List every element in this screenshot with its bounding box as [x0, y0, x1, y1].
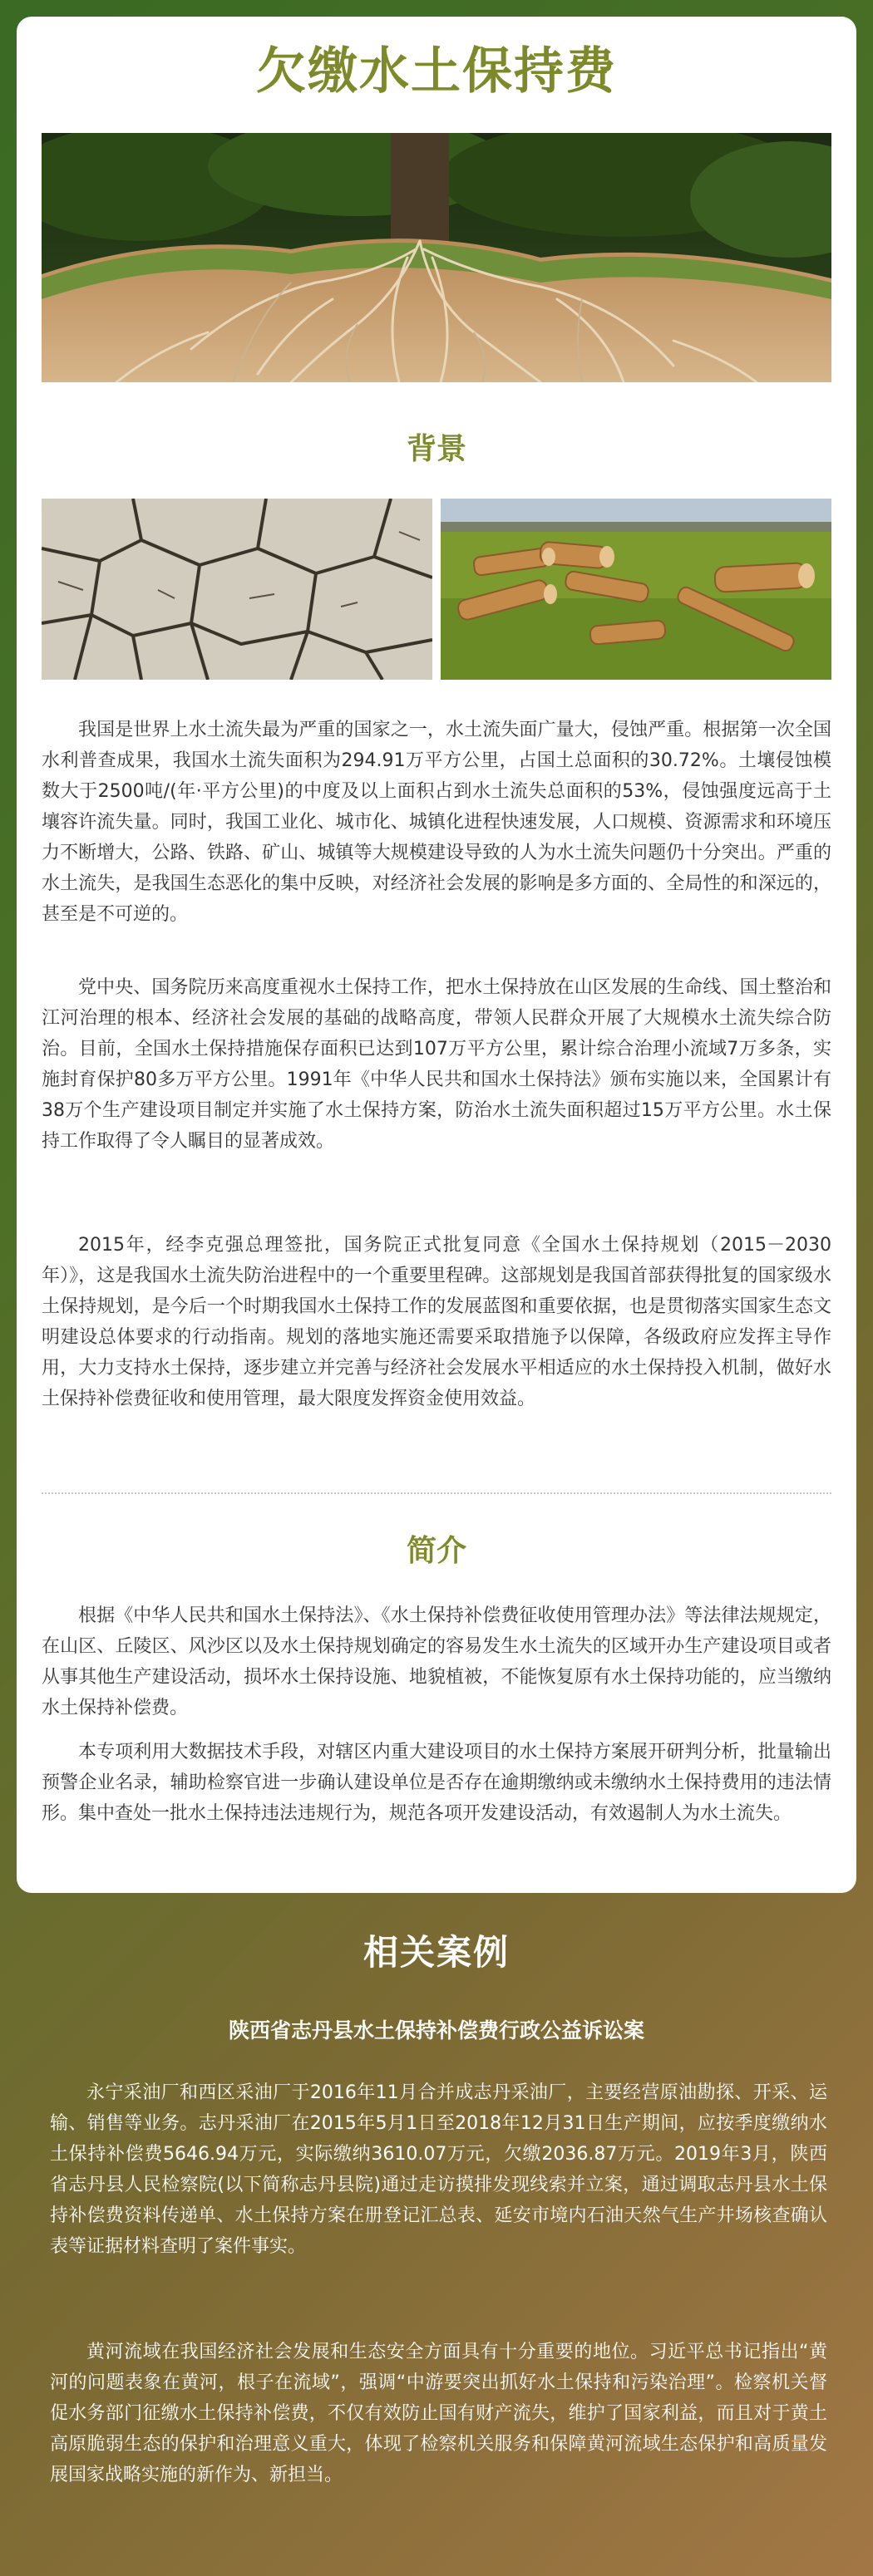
section-heading-intro: 简介 — [406, 1534, 466, 1568]
intro-paragraph-2: 本专项利用大数据技术手段，对辖区内重大建设项目的水土保持方案展开研判分析，批量输出预警企业名录，辅助检察官进一步确认建设单位是否存在逾期缴纳或未缴纳水土保持费用的违法情形。集中查处一批水土保持违法违规行为，规范各项开发建设活动，有效遏制人为水土流失。 — [42, 1742, 831, 1824]
case-paragraph-2: 黄河流域在我国经济社会发展和生态安全方面具有十分重要的地位。习近平总书记指出“黄河的问题表象在黄河，根子在流域”，强调“中游要突出抓好水土保持和污染治理”。检察机关督促水务部门征缴水土保持补偿费，不仅有效防止国有财产流失，维护了国家利益，而且对于黄土高原脆弱生态的保护和治理意义重大，体现了检察机关服务和保障黄河流域生态保护和高质量发展国家战略实施的新作为、新担当。 — [50, 2342, 827, 2485]
page-title: 欠缴水土保持费 — [256, 42, 617, 101]
section-heading-cases: 相关案例 — [363, 1932, 510, 1973]
hero-image-eroded-roots — [42, 133, 831, 382]
case-paragraph-1: 永宁采油厂和西区采油厂于2016年11月合并成志丹采油厂，主要经营原油勘探、开采、运输、销售等业务。志丹采油厂在2015年5月1日至2018年12月31日生产期间，应按季度缴纳水土保持补偿费5646.94万元，实际缴纳3610.07万元，欠缴2036.87万元。2019年3月，陕西省志丹县人民检察院(以下简称志丹县院)通过走访摸排发现线索并立案，通过调取志丹县水土保持补偿费资料传递单、水土保持方案在册登记汇总表、延安市境内石油天然气生产井场核查确认表等证据材料查明了案件事实。 — [50, 2082, 827, 2257]
section-heading-background: 背景 — [406, 432, 466, 466]
section-divider — [42, 1492, 831, 1494]
background-paragraph-1: 我国是世界上水土流失最为严重的国家之一，水土流失面广量大，侵蚀严重。根据第一次全国水利普查成果，我国水土流失面积为294.91万平方公里，占国土总面积的30.72%。土壤侵蚀模数大于2500吨/(年·平方公里)的中度及以上面积占到水土流失总面积的53%，侵蚀强度远高于土壤容许流失量。同时，我国工业化、城市化、城镇化进程快速发展，人口规模、资源需求和环境压力不断增大，公路、铁路、矿山、城镇等大规模建设导致的人为水土流失问题仍十分突出。严重的水土流失，是我国生态恶化的集中反映，对经济社会发展的影响是多方面的、全局性的和深远的，甚至是不可逆的。 — [42, 720, 831, 925]
background-paragraph-3: 2015年，经李克强总理签批，国务院正式批复同意《全国水土保持规划（2015－2030年）》，这是我国水土流失防治进程中的一个重要里程碑。这部规划是我国首部获得批复的国家级水土保持规划，是今后一个时期我国水土保持工作的发展蓝图和重要依据，也是贯彻落实国家生态文明建设总体要求的行动指南。规划的落地实施还需要采取措施予以保障，各级政府应发挥主导作用，大力支持水土保持，逐步建立并完善与经济社会发展水平相适应的水土保持投入机制，做好水土保持补偿费征收和使用管理，最大限度发挥资金使用效益。 — [42, 1235, 831, 1409]
felled-trees-image — [441, 499, 831, 680]
background-paragraph-2: 党中央、国务院历来高度重视水土保持工作，把水土保持放在山区发展的生命线、国土整治和江河治理的根本、经济社会发展的基础的战略高度，带领人民群众开展了大规模水土流失综合防治。目前，全国水土保持措施保存面积已达到107万平方公里，累计综合治理小流域7万多条，实施封育保护80多万平方公里。1991年《中华人民共和国水土保持法》颁布实施以来，全国累计有38万个生产建设项目制定并实施了水土保持方案，防治水土流失面积超过15万平方公里。水土保持工作取得了令人瞩目的显著成效。 — [42, 977, 831, 1152]
case-title: 陕西省志丹县水土保持补偿费行政公益诉讼案 — [228, 2018, 644, 2043]
content-card — [17, 17, 856, 1893]
intro-paragraph-1: 根据《中华人民共和国水土保持法》、《水土保持补偿费征收使用管理办法》等法律法规规定，在山区、丘陵区、风沙区以及水土保持规划确定的容易发生水土流失的区域开办生产建设项目或者从事其他生产建设活动，损坏水土保持设施、地貌植被，不能恢复原有水土保持功能的，应当缴纳水土保持补偿费。 — [42, 1605, 831, 1718]
cracked-soil-image — [42, 499, 432, 680]
